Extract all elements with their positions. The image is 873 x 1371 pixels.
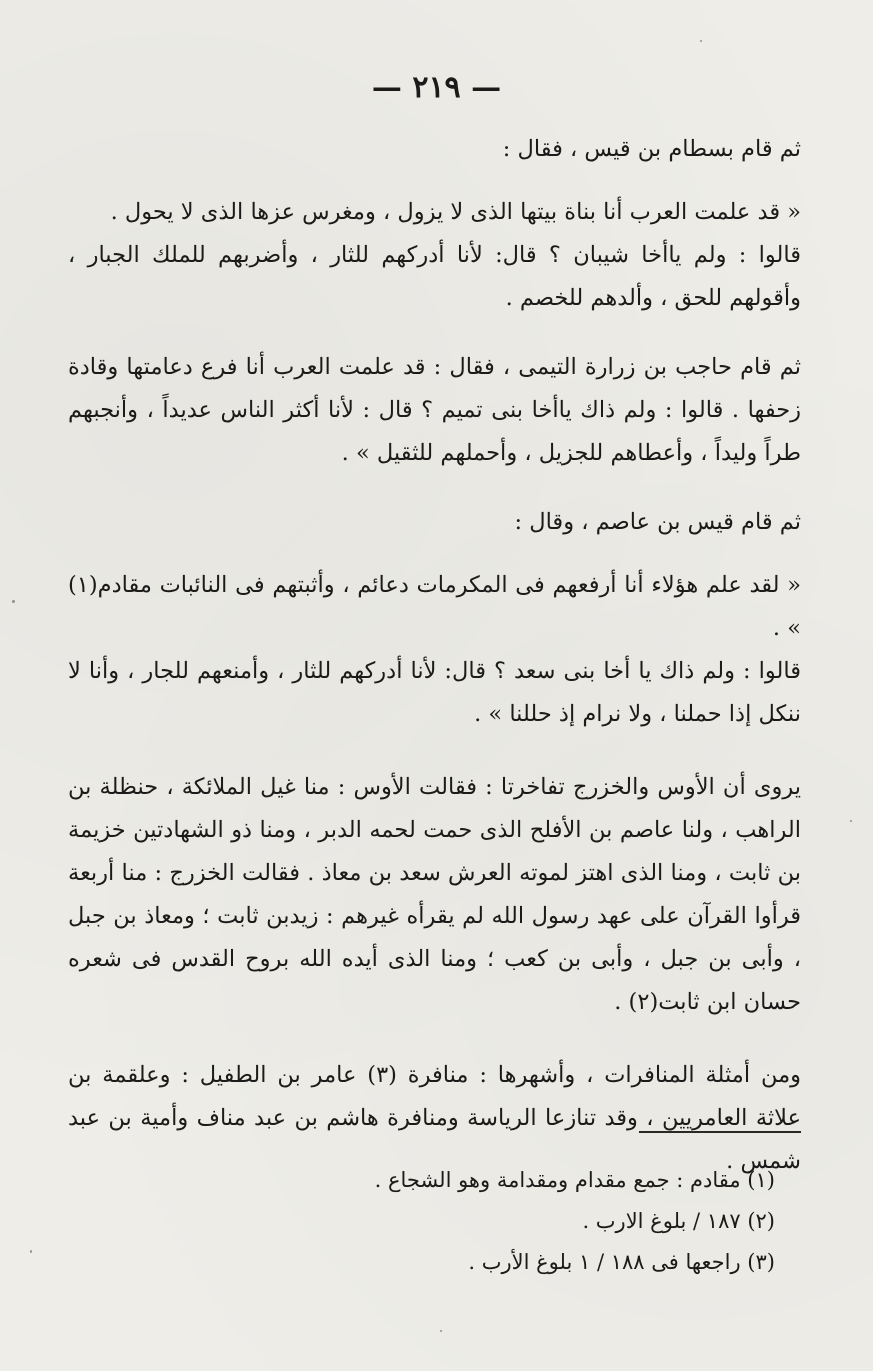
page-number: — ٢١٩ — bbox=[371, 70, 502, 105]
paragraph-7: قالوا : ولم ذاك يا أخا بنى سعد ؟ قال: لأنا أدركهم للثار ، وأمنعهم للجار ، وأنا لا ننكل إذا حملنا ، ولا نرام إذ حللنا » . bbox=[68, 658, 801, 727]
paragraph-6: « لقد علم هؤلاء أنا أرفعهم فى المكرمات دعائم ، وأثبتهم فى النائبات مقادم(١) » . bbox=[68, 572, 801, 641]
scan-speck bbox=[440, 1330, 442, 1332]
footnotes bbox=[200, 1160, 775, 1283]
paragraph-9: ومن أمثلة المنافرات ، وأشهرها : منافرة (٣) عامر بن الطفيل : وعلقمة بن علاثة العامريين ، وقد تنازعا الرياسة ومنافرة هاشم بن عبد مناف وأمية بن عبد شمس . bbox=[68, 1062, 801, 1174]
scan-speck bbox=[850, 820, 852, 822]
paragraph-3: قالوا : ولم ياأخا شيبان ؟ قال: لأنا أدركهم للثار ، وأضربهم للملك الجبار ، وأقولهم للحق ، وألدهم للخصم . bbox=[68, 242, 801, 311]
footnote-2: (٢) ١٨٧ / بلوغ الارب . bbox=[582, 1209, 775, 1233]
scan-speck bbox=[12, 600, 15, 603]
paragraph-2: « قد علمت العرب أنا بناة بيتها الذى لا يزول ، ومغرس عزها الذى لا يحول . bbox=[110, 199, 801, 225]
paragraph-1: ثم قام بسطام بن قيس ، فقال : bbox=[502, 136, 801, 162]
scan-speck bbox=[30, 1250, 32, 1253]
footnote-3: (٣) راجعها فى ١٨٨ / ١ بلوغ الأرب . bbox=[468, 1250, 775, 1274]
paragraph-8: يروى أن الأوس والخزرج تفاخرتا : فقالت الأوس : منا غيل الملائكة ، حنظلة بن الراهب ، ولنا عاصم بن الأفلح الذى حمت لحمه الدبر ، ومنا ذو الشهادتين خزيمة بن ثابت ، ومنا الذى اهتز لموته العرش سعد بن معاذ . فقالت الخزرج : منا أربعة قرأوا القرآن على عهد رسول الله لم يقرأه غيرهم : زيدبن ثابت ؛ ومعاذ بن جبل ، وأبى بن جبل ، وأبى بن كعب ؛ ومنا الذى أيده الله بروح القدس فى شعره حسان ابن ثابت(٢) . bbox=[68, 774, 801, 1015]
scan-speck bbox=[700, 40, 702, 42]
paragraph-4: ثم قام حاجب بن زرارة التيمى ، فقال : قد علمت العرب أنا فرع دعامتها وقادة زحفها . قالوا : ولم ذاك ياأخا بنى تميم ؟ قال : لأنا أكثر الناس عديداً ، وأنجبهم طراً وليداً ، وأعطاهم للجزيل ، وأحملهم للثقيل » . bbox=[68, 354, 801, 466]
footnote-divider bbox=[639, 1131, 801, 1133]
paragraph-5: ثم قام قيس بن عاصم ، وقال : bbox=[514, 509, 801, 535]
main-text bbox=[68, 128, 801, 1183]
footnote-1: (١) مقادم : جمع مقدام ومقدامة وهو الشجاع . bbox=[374, 1168, 775, 1192]
